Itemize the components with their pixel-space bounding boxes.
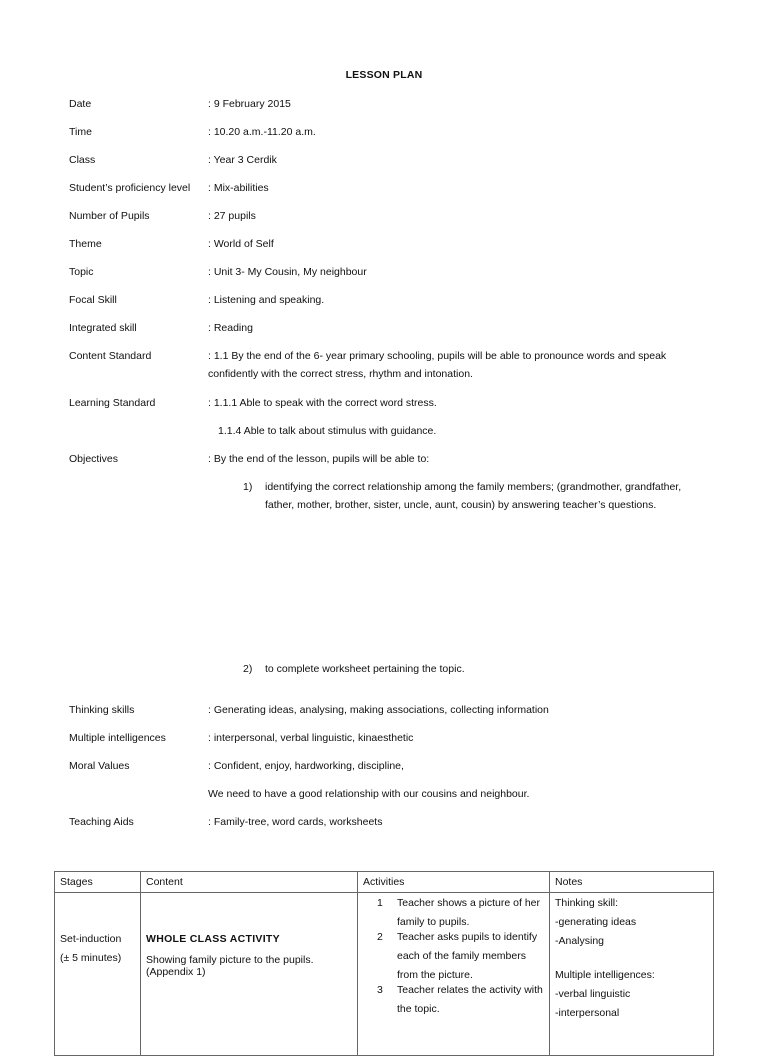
notes-mi-item: -interpersonal	[555, 1007, 620, 1019]
moral-values-statement: We need to have a good relationship with our cousins and neighbour.	[208, 788, 530, 800]
field-label: Time	[69, 126, 92, 138]
field-label: Focal Skill	[69, 294, 117, 306]
activities-cell	[358, 893, 550, 1056]
field-label: Learning Standard	[69, 397, 156, 409]
field-label: Thinking skills	[69, 704, 135, 716]
field-value: : 9 February 2015	[208, 98, 291, 110]
field-value: : 27 pupils	[208, 210, 256, 222]
document-title: LESSON PLAN	[345, 69, 423, 81]
field-value: : 10.20 a.m.-11.20 a.m.	[208, 126, 316, 138]
notes-cell	[550, 893, 714, 1056]
field-label: Topic	[69, 266, 94, 278]
field-label: Content Standard	[69, 350, 152, 362]
notes-thinking-item: -generating ideas	[555, 916, 637, 928]
header-content: Content	[141, 872, 358, 893]
field-value: : Family-tree, word cards, worksheets	[208, 816, 383, 828]
activity-number: 1	[377, 897, 383, 909]
content-cell	[141, 893, 358, 1056]
content-desc-line: Showing family picture to the pupils.	[146, 954, 314, 966]
field-label: Objectives	[69, 453, 119, 465]
objective-number: 1)	[243, 481, 253, 493]
field-value: : Confident, enjoy, hardworking, discipline,	[208, 760, 404, 772]
field-value: : Generating ideas, analysing, making associations, collecting information	[208, 704, 549, 716]
header-notes: Notes	[550, 872, 714, 893]
notes-mi-label: Multiple intelligences:	[555, 969, 655, 981]
activity-text: Teacher relates the activity with the topic.	[397, 984, 543, 1015]
field-content-standard	[69, 347, 728, 387]
header-activities: Activities	[358, 872, 550, 893]
field-label: Date	[69, 98, 92, 110]
activities-list	[363, 894, 544, 1019]
field-value: : Reading	[208, 322, 253, 334]
field-label: Theme	[69, 238, 102, 250]
stage-cell	[55, 893, 141, 1056]
field-value: : By the end of the lesson, pupils will be able to:	[208, 453, 430, 465]
activity-item	[363, 928, 544, 985]
field-value: : 1.1 By the end of the 6- year primary schooling, pupils will be able to pronounce words and speak confidently with the correct stress, rhythm and intonation.	[208, 350, 667, 380]
lesson-stages-table	[54, 871, 714, 1056]
content-title: WHOLE CLASS ACTIVITY	[146, 933, 280, 945]
field-value: : World of Self	[208, 238, 274, 250]
table-header-row	[55, 872, 714, 893]
activity-text: Teacher asks pupils to identify each of the family members from the picture.	[397, 931, 538, 981]
field-label: Number of Pupils	[69, 210, 150, 222]
field-label: Student’s proficiency level	[69, 182, 191, 194]
field-label: Moral Values	[69, 760, 130, 772]
activity-text: Teacher shows a picture of her family to pupils.	[397, 897, 540, 928]
activity-number: 3	[377, 984, 383, 996]
field-value: : interpersonal, verbal linguistic, kinaesthetic	[208, 732, 414, 744]
objective-text: to complete worksheet pertaining the topic.	[265, 663, 465, 675]
activity-number: 2	[377, 931, 383, 943]
field-label: Teaching Aids	[69, 816, 134, 828]
field-value: : Year 3 Cerdik	[208, 154, 277, 166]
content-description	[146, 954, 352, 978]
field-label: Multiple intelligences	[69, 732, 166, 744]
stage-name: Set-induction	[60, 933, 122, 945]
content-desc-line: (Appendix 1)	[146, 966, 206, 978]
header-stages: Stages	[55, 872, 141, 893]
notes-thinking-label: Thinking skill:	[555, 897, 619, 909]
activity-item	[363, 981, 544, 1019]
table-row	[55, 893, 714, 1056]
field-label: Class	[69, 154, 96, 166]
field-value: : Unit 3- My Cousin, My neighbour	[208, 266, 367, 278]
activity-item	[363, 894, 544, 932]
field-value: : 1.1.1 Able to speak with the correct word stress.	[208, 397, 437, 409]
stage-time: (± 5 minutes)	[60, 952, 122, 964]
learning-standard-second: 1.1.4 Able to talk about stimulus with guidance.	[218, 425, 437, 437]
notes-mi-item: -verbal linguistic	[555, 988, 631, 1000]
objective-text: identifying the correct relationship among the family members; (grandmother, grandfather, father, mother, brother, sister, uncle, aunt, cousin) by answering teacher’s questions.	[265, 481, 682, 511]
field-value: : Listening and speaking.	[208, 294, 325, 306]
field-value: : Mix-abilities	[208, 182, 269, 194]
objective-number: 2)	[243, 663, 253, 675]
notes-thinking-item: -Analysing	[555, 935, 605, 947]
field-label: Integrated skill	[69, 322, 137, 334]
